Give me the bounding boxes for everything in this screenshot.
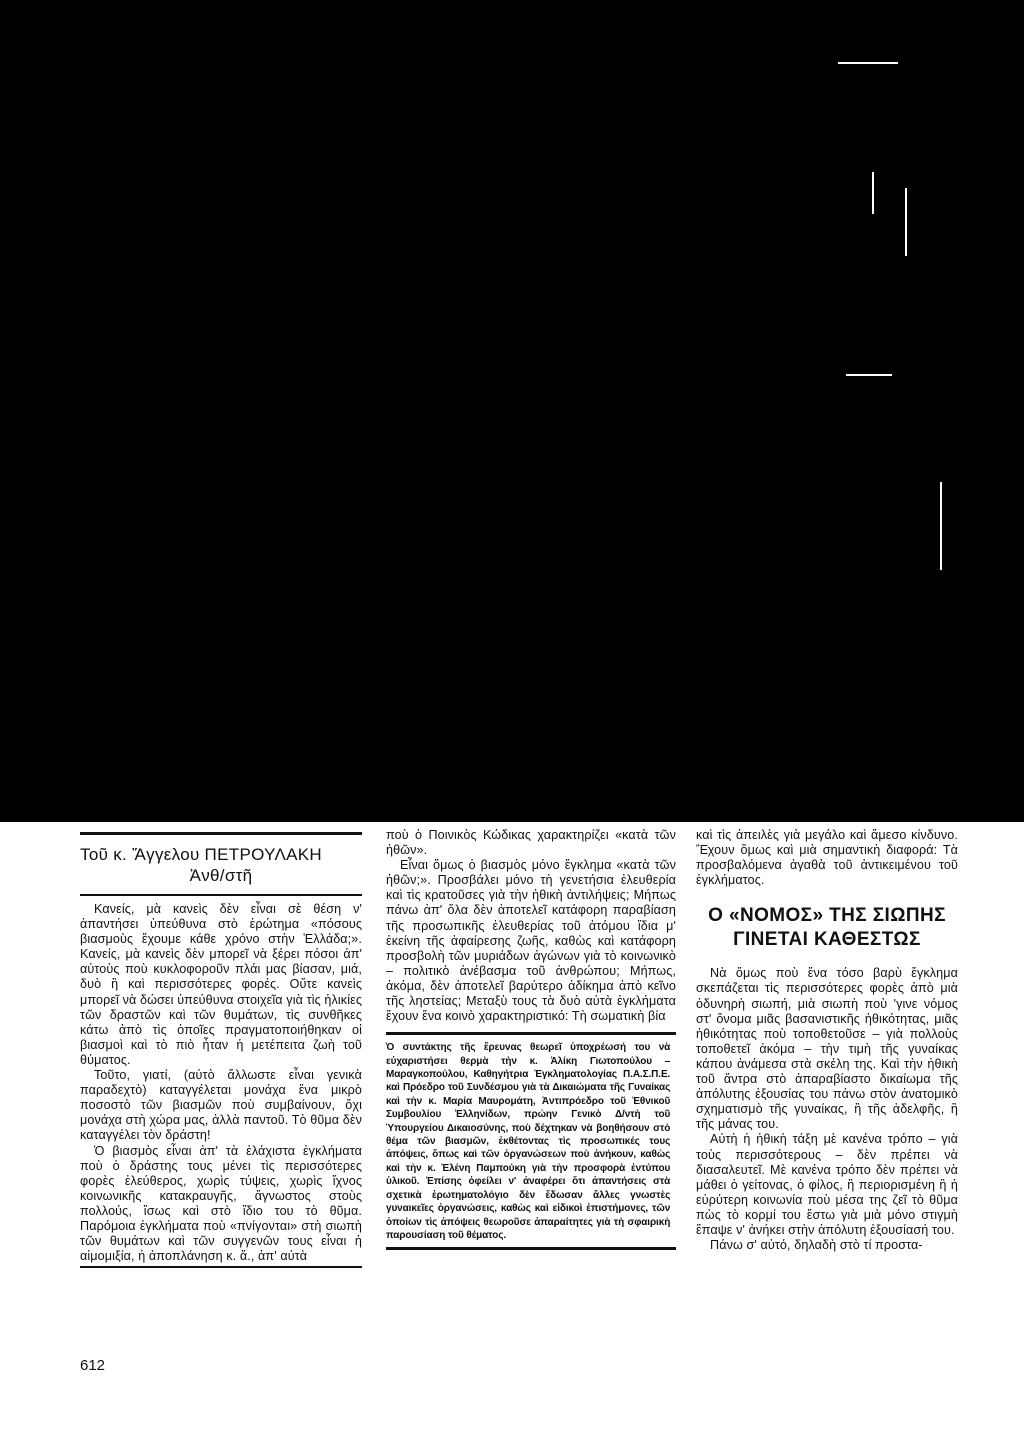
page-number: 612 [80,1357,106,1374]
paragraph: καὶ τὶς ἀπειλὲς γιὰ μεγάλο καὶ ἄμεσο κίνδυνο. Ἔχουν ὅμως καὶ μιὰ σημαντικὴ διαφορά: Τὰ προσβαλόμενα ἀγαθὰ τοῦ ἀντικειμένου τοῦ ἐγκλήματος. [696,828,958,888]
article-column-3 [696,828,958,1253]
section-heading-line-1: Ο «ΝΟΜΟΣ» ΤΗΣ ΣΙΩΠΗΣ [708,905,946,927]
article-column-1 [80,828,362,1268]
byline-top-rule [80,832,362,835]
paragraph: Ὁ βιασμὸς εἶναι ἀπ' τὰ ἐλάχιστα ἐγκλήματα ποὺ ὁ δράστης τους μένει τὶς περισσότερες φορὲς ἐλεύθερος, χωρὶς τύψεις, χωρὶς ἴχνος κοινωνικῆς κατακραυγῆς, ἄγνωστος στοὺς πολλούς, ἴσως καὶ στὸ ἴδιο του τὸ θῦμα. Παρόμοια ἐγκλήματα ποὺ «πνίγονται» στὴ σιωπὴ τῶν θυμάτων καὶ τῶν συγγενῶν τους εἶναι ἡ αἱμομιξία, ἡ ἀποπλάνηση κ. ἄ., ἀπ' αὐτὰ [80,1143,362,1264]
paragraph: Εἶναι ὅμως ὁ βιασμὸς μόνο ἔγκλημα «κατὰ τῶν ἠθῶν;». Προσβάλει μόνο τὴ γενετήσια ἐλευθερία καὶ τὶς κρατοῦσες γιὰ τὴν ἠθικὴ ἀντιλήψεις; Μήπως πάνω ἀπ' ὅλα δὲν ἀποτελεῖ κατάφορη παραβίαση τῆς προσωπικῆς ἐλευθερίας τοῦ ἀτόμου ἴδια μ' ἐκείνη τῆς ἀφαίρεσης ζωῆς, καθὼς καὶ κατάφορη προσβολὴ τῶν μυριάδων ἀγώνων γιὰ τὸ κοινωνικὸ – πολιτικὸ ἀνέβασμα τοῦ ἀνθρώπου; Μήπως, ἀκόμα, δὲν ἀποτελεῖ βαρύτερο ἀδίκημα ἀπὸ κεῖνο τῆς ληστείας; Μεταξὺ τους τὰ δυὸ αὐτὰ ἐγκλήματα ἔχουν ἕνα κοινὸ χαρακτηριστικό: Τὴ σωματικὴ βία [386,858,676,1024]
photo-highlight-streak [940,482,942,570]
photo-highlight-streak [905,188,907,256]
byline-bottom-rule [80,894,362,896]
article-column-2 [386,828,676,1250]
photo-highlight-streak [872,172,874,214]
photo-highlight-streak [846,374,892,376]
paragraph: Αὐτὴ ἡ ἠθικὴ τάξη μὲ κανένα τρόπο – γιὰ τοὺς περισσότερους – δὲν πρέπει νὰ διασαλευτεῖ. Μὲ κανένα τρόπο δὲν πρέπει νὰ μάθει ὁ γείτονας, ὁ φίλος, ἢ περιορισμένη ἢ ἡ εὐρύτερη κοινωνία ποὺ μέσα της ζεῖ τὸ θῦμα πὼς τὸ κορμί του ἔστω γιὰ μιὰ μόνο στιγμὴ ἔπαψε ν' ἀνήκει στὴν ἀπόλυτη ἐξουσίασή του. [696,1132,958,1237]
byline-role: Ἀνθ/στῆ [189,866,253,885]
paragraph: Νὰ ὅμως ποὺ ἕνα τόσο βαρὺ ἔγκλημα σκεπάζεται τὶς περισσότερες φορὲς ἀπὸ μιὰ ὀδυνηρὴ σιωπή, μιὰ σιωπὴ ποὺ 'γινε νόμος στ' ὄνομα μιᾶς βασανιστικῆς ἠθικότητας, μιᾶς ἠθικότητας ποὺ τοποθετοῦσε – γιὰ πολλοὺς τοποθετεῖ ἀκόμα – τὴν τιμὴ τῆς γυναίκας κάπου ἀνάμεσα στὰ σκέλη της. Καὶ τὴν ἠθικὴ τοῦ ἄντρα στὸ ἀπαραβίαστο δικαίωμα τῆς ἀπόλυτης ἐξουσίας του πάνω στὸν ἀνατομικὸ σχηματισμὸ τῆς γυναίκας, ἢ τῆς ἀδελφῆς, ἢ τῆς μάνας του. [696,966,958,1132]
paragraph: ποὺ ὁ Ποινικὸς Κώδικας χαρακτηρίζει «κατὰ τῶν ἠθῶν». [386,828,676,858]
acknowledgement-text: Ὁ συντάκτης τῆς ἔρευνας θεωρεῖ ὑποχρέωσή του νὰ εὐχαριστήσει θερμὰ τὴν κ. Ἀλίκη Γιωτοπούλου – Μαραγκοπούλου, Καθηγήτρια Ἐγκληματολογίας Π.Α.Σ.Π.Ε. καὶ Πρόεδρο τοῦ Συνδέσμου γιὰ τὰ Δικαιώματα τῆς Γυναίκας καὶ τὴν κ. Μαρία Μαυρομάτη, Ἀντιπρόεδρο τοῦ Ἐθνικοῦ Συμβουλίου Ἑλληνίδων, πρώην Γενικὸ Δ/ντὴ τοῦ Ὑπουργείου Δικαιοσύνης, ποὺ δέχτηκαν νὰ βοηθήσουν στὸ θέμα τῶν βιασμῶν, ἐκθέτοντας τὶς προσωπικές τους ἀπόψεις, ὅπως καὶ τῶν ὀργανώσεων ποὺ ἀνήκουν, καθὼς καὶ τὴν κ. Ἑλένη Παμπούκη γιὰ τὴν προσφορὰ ἐντύπου ὑλικοῦ. Ἐπίσης ὀφείλει ν' ἀναφέρει ὅτι ἀπαντήσεις στὰ σχετικὰ ἐρωτηματολόγιο δὲν ἔδωσαν ἄλλες γνωστὲς γυναικεῖες ὀργανώσεις, καθὼς καὶ εἰδικοὶ ἐπιστήμονες, τῶν ὁποίων τὶς ἀπόψεις θεωροῦσε ἀπαραίτητες γιὰ τὴ σφαιρικὴ παρουσίαση τοῦ θέματος. [386,1042,671,1241]
section-heading-line-2: ΓΙΝΕΤΑΙ ΚΑΘΕΣΤΩΣ [733,929,921,951]
section-heading [696,904,958,952]
byline-author: Τοῦ κ. Ἄγγελου ΠΕΤΡΟΥΛΑΚΗ [80,845,322,864]
column-end-rule [80,1266,362,1268]
paragraph: Πάνω σ' αὐτό, δηλαδὴ στὸ τί προστα- [710,1238,923,1253]
paragraph: Τοῦτο, γιατί, (αὐτὸ ἄλλωστε εἶναι γενικὰ παραδεχτὸ) καταγγέλεται μονάχα ἕνα μικρὸ ποσοστὸ τῶν βιασμῶν ποὺ συμβαίνουν, ὄχι μονάχα στὴ χώρα μας, ἀλλὰ παντοῦ. Τὸ θῦμα δὲν καταγγέλει τὸν δράστη! [80,1068,362,1143]
paragraph: Κανείς, μὰ κανεὶς δὲν εἶναι σὲ θέση ν' ἀπαντήσει ὑπεύθυνα στὸ ἐρώτημα «πόσους βιασμοὺς ἔχουμε κάθε χρόνο στὴν Ἑλλάδα;». Κανείς, μὰ κανεὶς δὲν μπορεῖ νὰ ξέρει πόσοι ἀπ' αὐτοὺς ποὺ κυκλοφοροῦν πλάι μας βίασαν, μιά, δυὸ ἢ καὶ περισσότερες φορές. Οὔτε κανεὶς μπορεῖ νὰ δώσει ὑπεύθυνα στοιχεῖα γιὰ τὶς ἡλικίες τῶν δραστῶν καὶ τῶν θυμάτων, τὶς συνθῆκες κάτω ἀπὸ τὶς ὁποῖες πραγματοποιήθηκαν οἱ βιασμοὶ καὶ τὸ πιὸ ἦταν ἡ μετέπειτα ζωὴ τοῦ θύματος. [80,902,362,1067]
acknowledgement-note [386,1032,676,1250]
photo-highlight-streak [838,62,898,64]
